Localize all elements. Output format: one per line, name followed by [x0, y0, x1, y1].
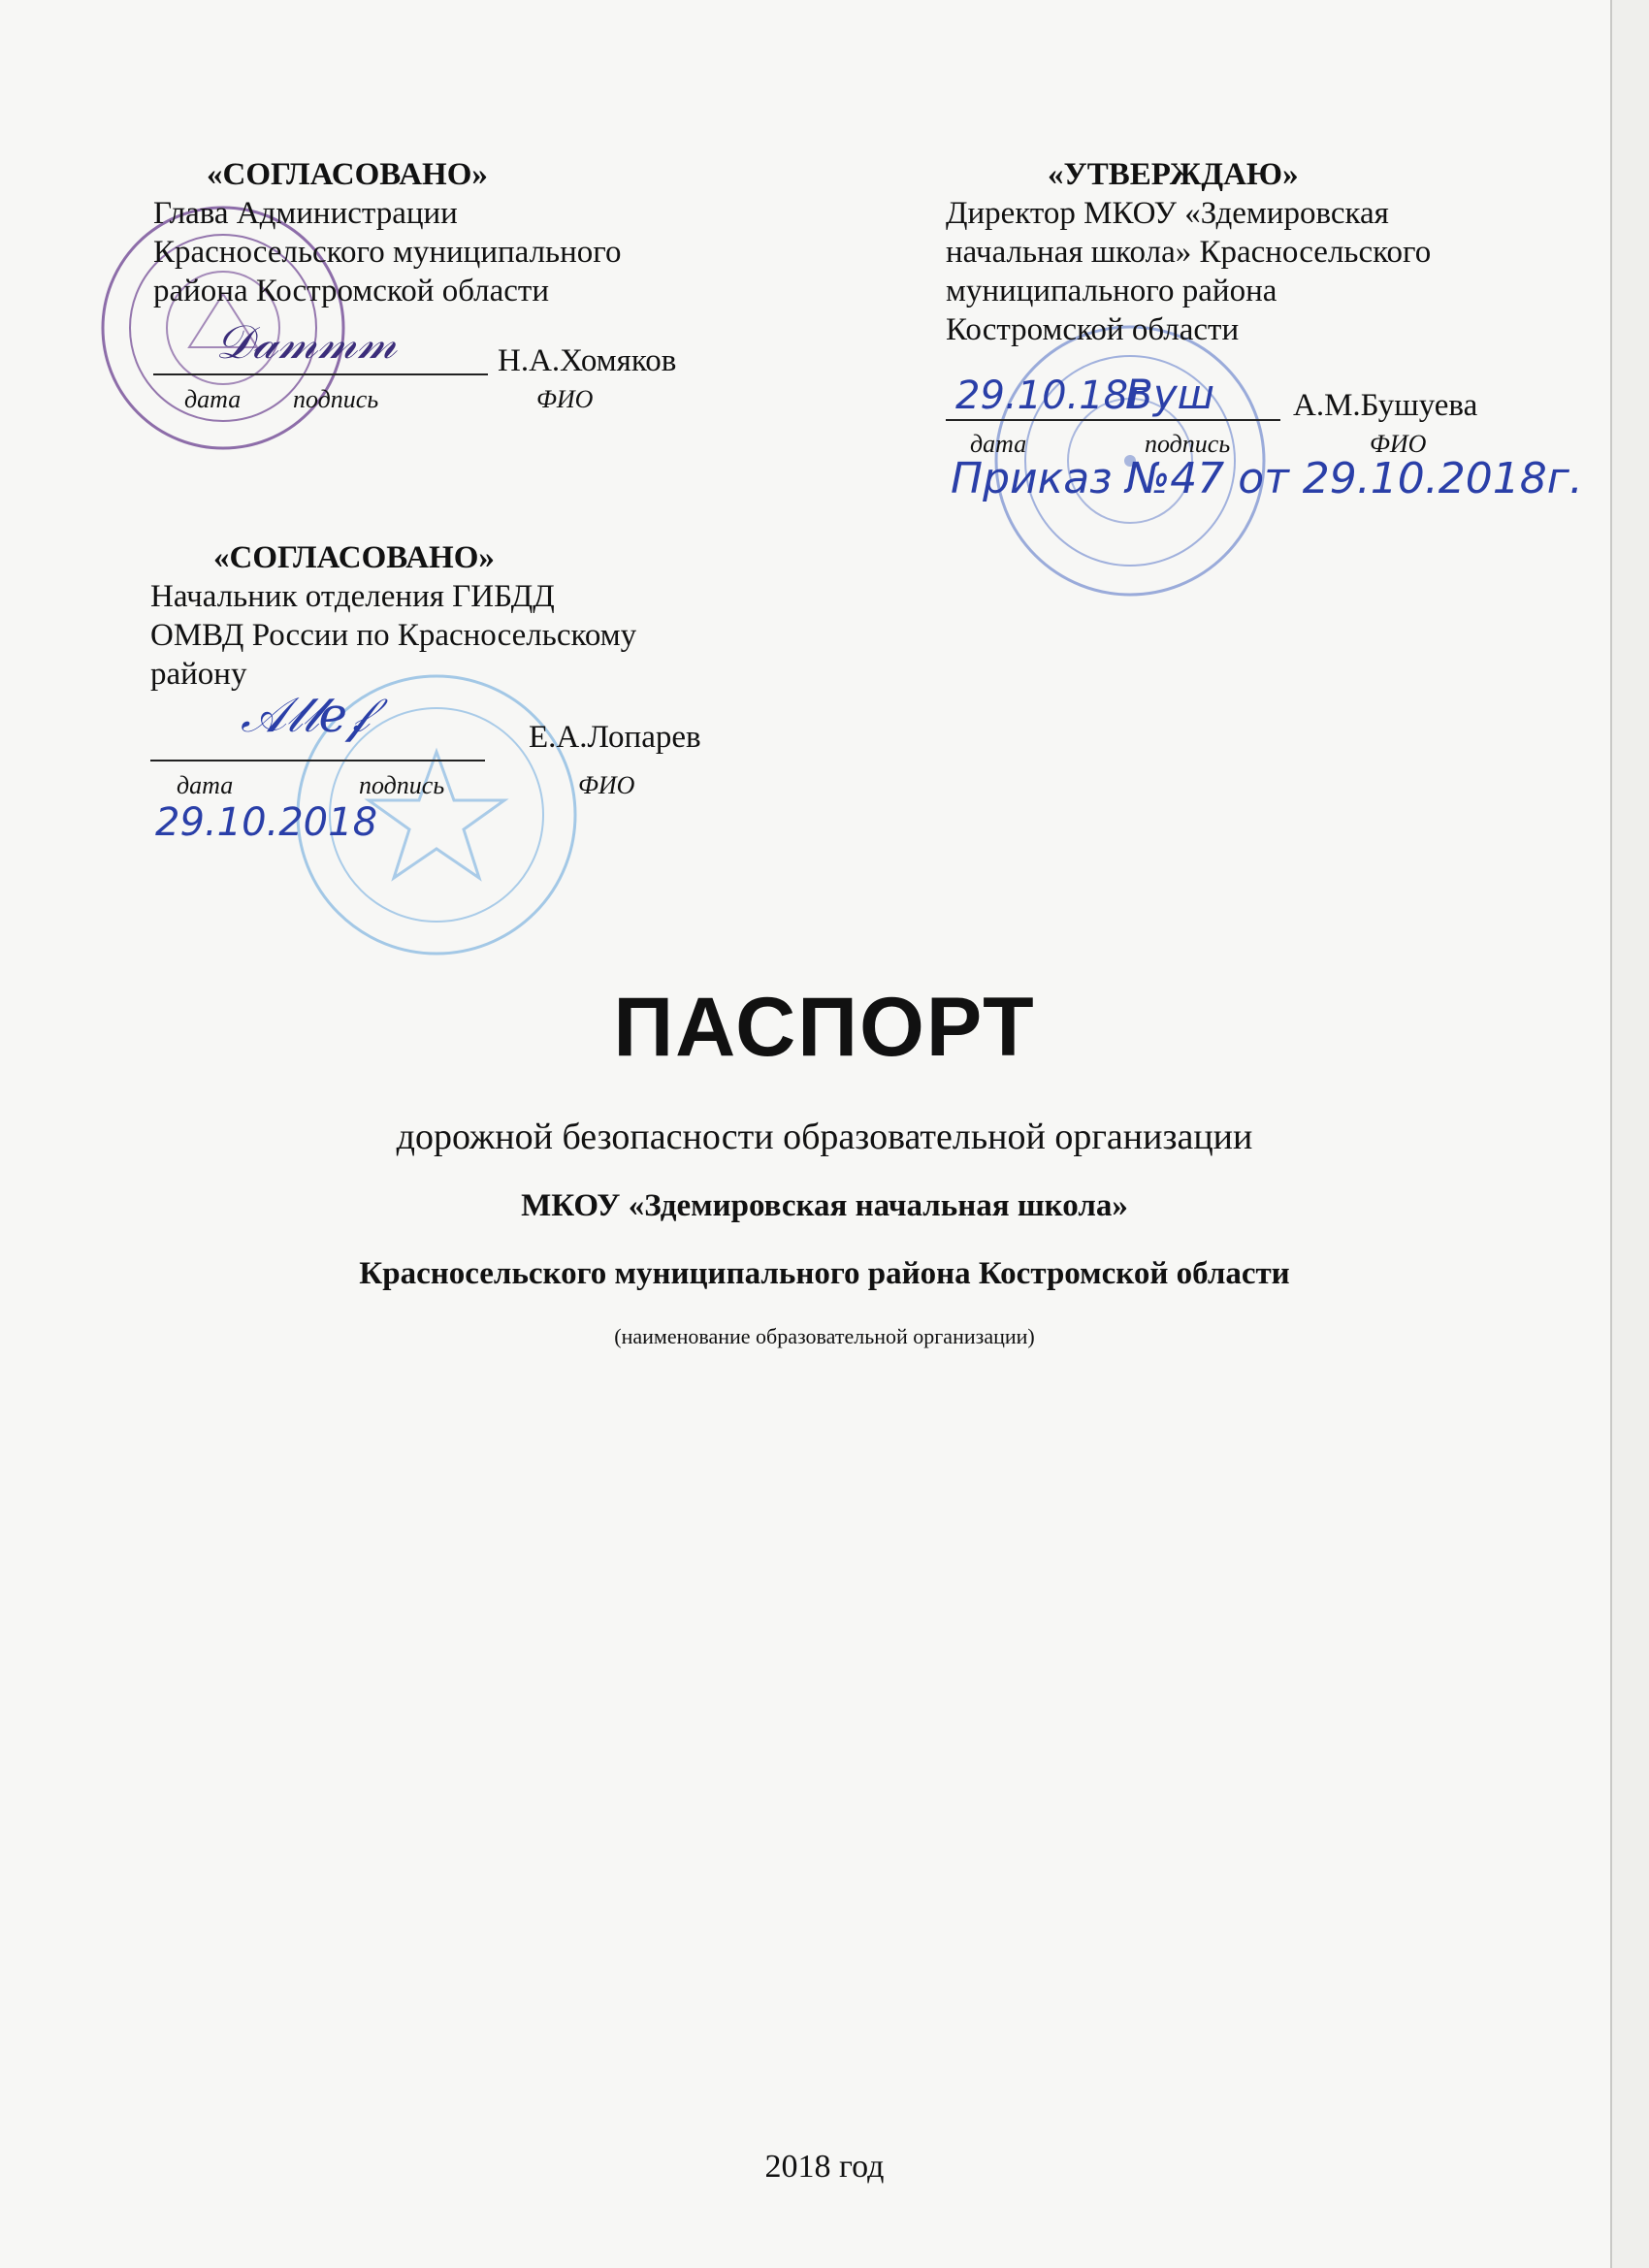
approval-right-handwritten-order: Приказ №47 от 29.10.2018г.: [951, 454, 1583, 503]
approval-left-signature-line: [153, 373, 488, 375]
organization-name-line2: Красносельского муниципального района Костромской области: [359, 1256, 1290, 1291]
approval-right-signature-icon: Вуш: [1125, 371, 1215, 418]
document-subtitle: дорожной безопасности образовательной организации: [396, 1117, 1253, 1157]
approval-right-line: Костромской области: [946, 312, 1240, 347]
approval-gibdd-heading: «СОГЛАСОВАНО»: [213, 540, 495, 575]
approval-gibdd-handwritten-date: 29.10.2018: [155, 800, 378, 845]
approval-left-label-date: дата: [184, 385, 242, 413]
approval-left-line: Красносельского муниципального: [153, 235, 622, 270]
approval-left: [153, 155, 735, 310]
approval-gibdd: [150, 538, 771, 694]
approval-gibdd-line: району: [150, 657, 247, 692]
approval-left-label-sign: подпись: [293, 385, 379, 413]
approval-gibdd-line: Начальник отделения ГИБДД: [150, 579, 555, 614]
approval-left-signature-icon: 𝒟𝒶𝓂𝓂𝓂: [215, 315, 397, 370]
approval-left-label-fio: ФИО: [536, 385, 594, 413]
approval-right-name: А.М.Бушуева: [1293, 388, 1478, 423]
approval-right: [946, 155, 1547, 349]
approval-right-label-fio: ФИО: [1370, 430, 1427, 458]
approval-right-signature-line: [946, 419, 1280, 421]
document-title: ПАСПОРТ: [613, 981, 1036, 1074]
organization-name-line1: МКОУ «Здемировская начальная школа»: [521, 1188, 1128, 1223]
approval-right-line: Директор МКОУ «Здемировская: [946, 196, 1389, 231]
approval-right-handwritten-date: 29.10.18г: [955, 373, 1149, 418]
approval-right-label-sign: подпись: [1145, 430, 1231, 458]
approval-gibdd-signature-icon: 𝒜𝓁𝓁ℯ𝒻: [241, 687, 370, 743]
approval-gibdd-label-date: дата: [177, 771, 234, 799]
approval-gibdd-signature-line: [150, 760, 485, 761]
approval-right-line: начальная школа» Красносельского: [946, 235, 1432, 270]
document-year: 2018 год: [764, 2149, 885, 2185]
organization-caption: (наименование образовательной организации): [614, 1324, 1035, 1348]
approval-gibdd-label-fio: ФИО: [578, 771, 635, 799]
approval-left-line: Глава Администрации: [153, 196, 458, 231]
approval-left-heading: «СОГЛАСОВАНО»: [207, 157, 488, 192]
approval-right-label-date: дата: [970, 430, 1027, 458]
approval-right-heading: «УТВЕРЖДАЮ»: [1048, 157, 1299, 192]
approval-left-line: района Костромской области: [153, 274, 550, 308]
approval-gibdd-line: ОМВД России по Красносельскому: [150, 618, 637, 653]
approval-gibdd-name: Е.А.Лопарев: [529, 720, 701, 755]
approval-right-line: муниципального района: [946, 274, 1277, 308]
approval-left-name: Н.А.Хомяков: [498, 343, 677, 378]
approval-gibdd-label-sign: подпись: [359, 771, 445, 799]
